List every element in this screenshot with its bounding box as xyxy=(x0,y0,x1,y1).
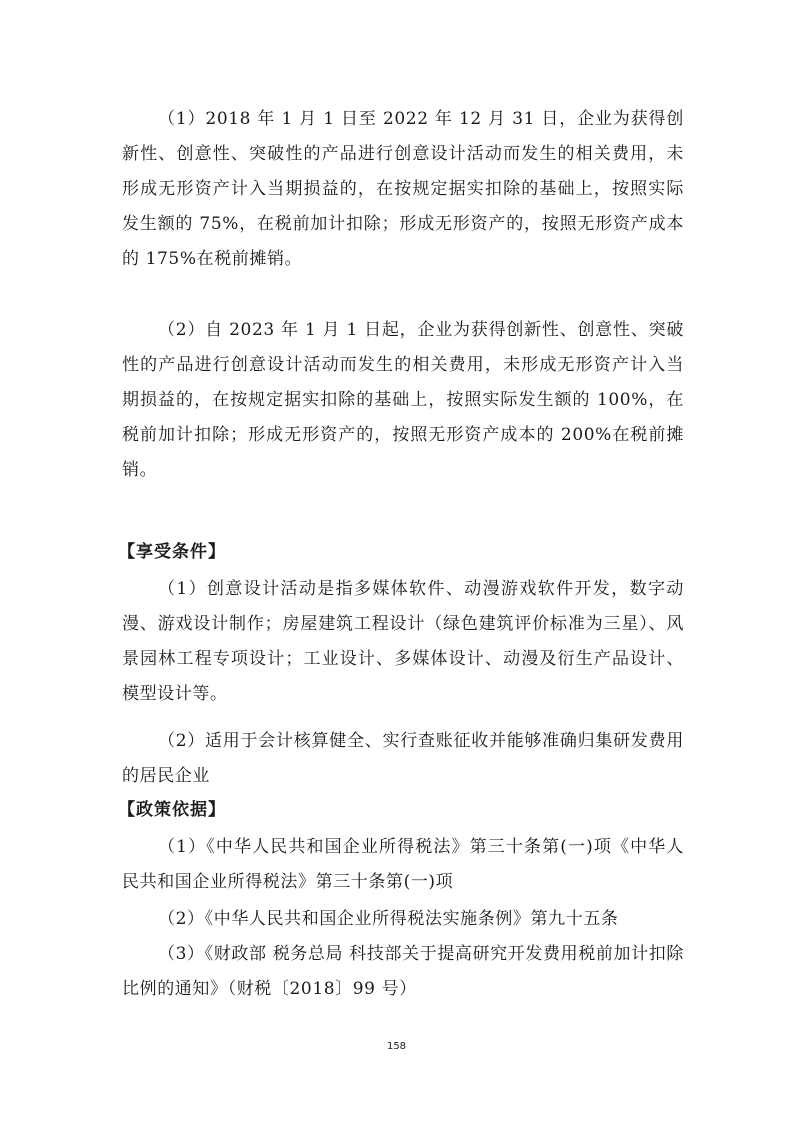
paragraph-deduction-2023: （2）自 2023 年 1 月 1 日起，企业为获得创新性、创意性、突破性的产品进行创意设计活动而发生的相关费用，未形成无形资产计入当期损益的，在按规定据实扣除的基础上，按照实际发生额的 100%，在税前加计扣除；形成无形资产的，按照无形资产成本的 200%在税前摊销。 xyxy=(122,320,684,480)
paragraph-basis-1: （1）《中华人民共和国企业所得税法》第三十条第(一)项《中华人民共和国企业所得税法》第三十条第(一)项 xyxy=(122,837,684,892)
paragraph-basis-2: （2）《中华人民共和国企业所得税法实施条例》第九十五条 xyxy=(158,909,619,929)
paragraph-condition-2: （2）适用于会计核算健全、实行查账征收并能够准确归集研发费用的居民企业 xyxy=(122,731,684,786)
paragraph-basis-3: （3）《财政部 税务总局 科技部关于提高研究开发费用税前加计扣除比例的通知》（财税〔2018〕99 号） xyxy=(122,944,684,999)
section-heading-policy-basis: 【政策依据】 xyxy=(118,800,226,820)
section-heading-conditions: 【享受条件】 xyxy=(118,542,226,562)
paragraph-condition-1: （1）创意设计活动是指多媒体软件、动漫游戏软件开发，数字动漫、游戏设计制作；房屋建筑工程设计（绿色建筑评价标准为三星）、风景园林工程专项设计；工业设计、多媒体设计、动漫及衍生产品设计、模型设计等。 xyxy=(122,579,684,704)
page-number: 158 xyxy=(386,1041,407,1052)
paragraph-deduction-2018-2022: （1）2018 年 1 月 1 日至 2022 年 12 月 31 日，企业为获得创新性、创意性、突破性的产品进行创意设计活动而发生的相关费用，未形成无形资产计入当期损益的，在按规定据实扣除的基础上，按照实际发生额的 75%，在税前加计扣除；形成无形资产的，按照无形资产成本的 175%在税前摊销。 xyxy=(122,109,684,269)
